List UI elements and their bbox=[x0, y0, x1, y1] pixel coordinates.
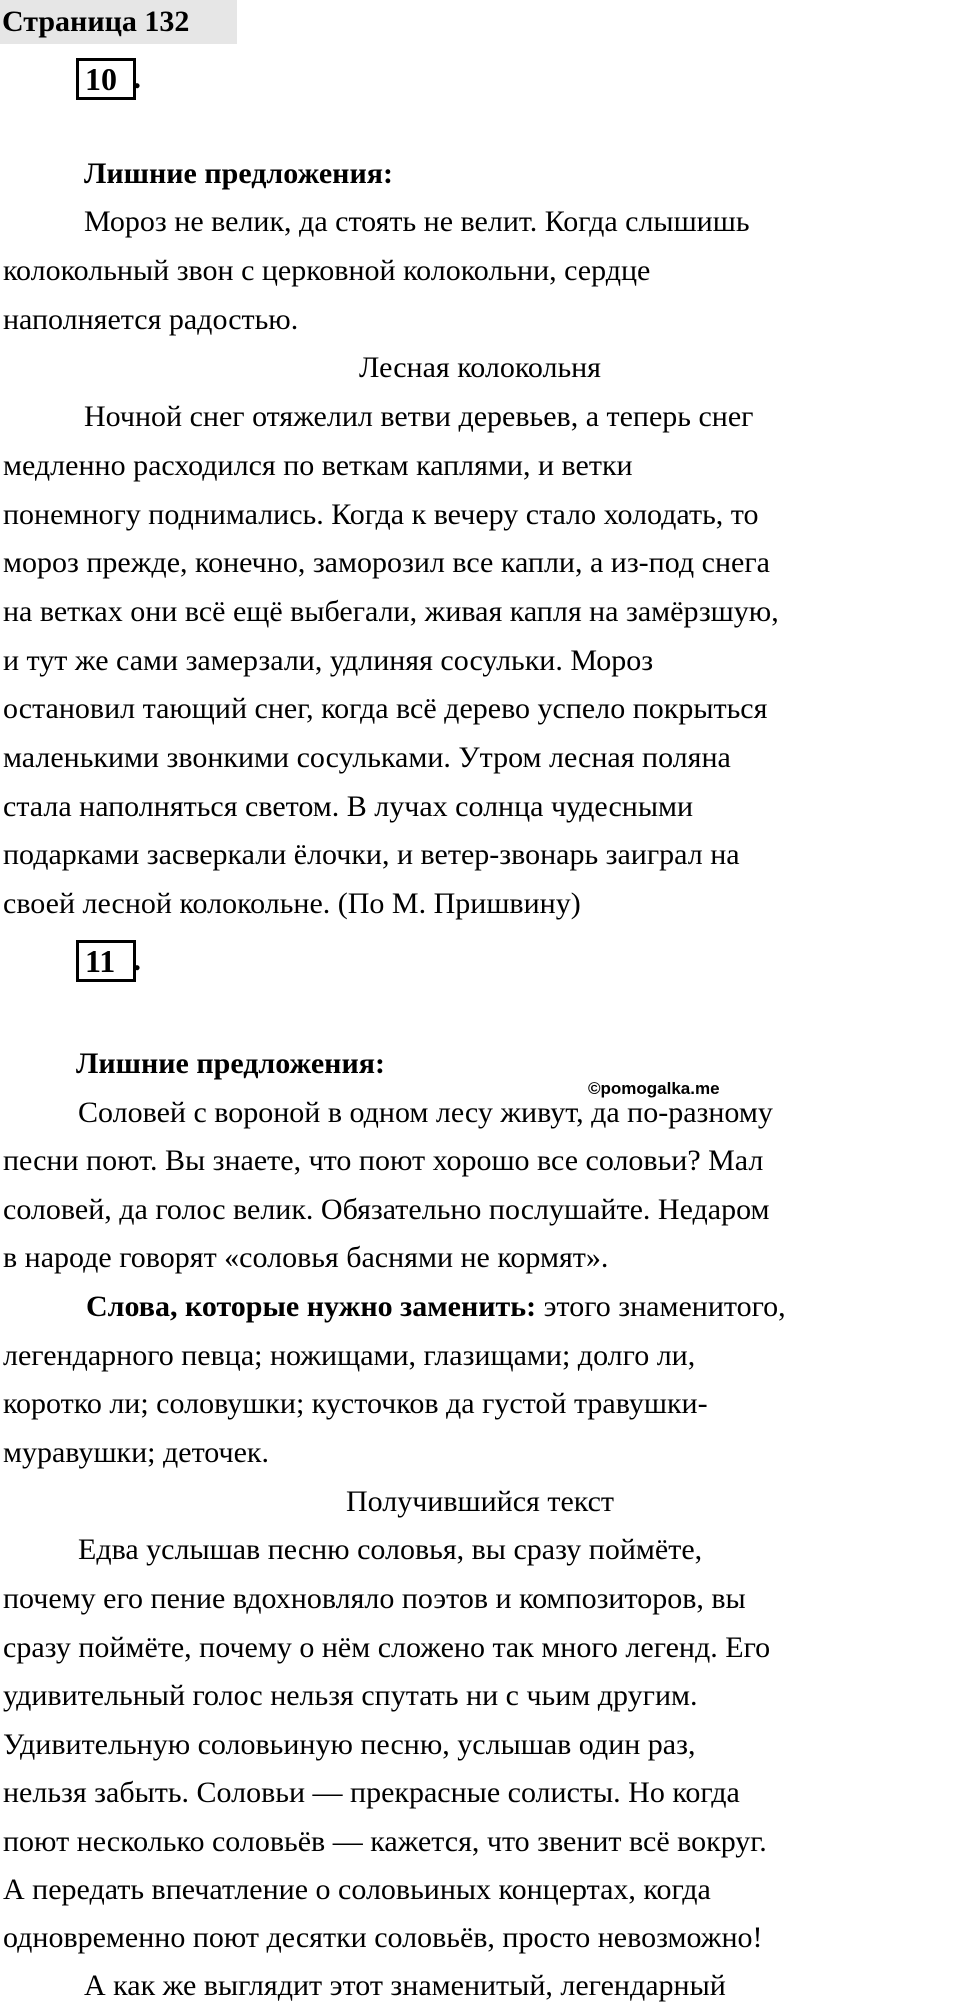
task-11-heading: Лишние предложения: bbox=[76, 1047, 385, 1080]
task-10-number-box: 10 bbox=[76, 58, 136, 100]
replace-words-paragraph bbox=[86, 1287, 786, 1327]
replace-words-first: этого знаменитого, bbox=[536, 1290, 786, 1323]
task-11-line: соловей, да голос велик. Обязательно послушайте. Недаром bbox=[3, 1193, 770, 1226]
task-10-dot: . bbox=[133, 59, 141, 95]
result-line: Удивительную соловьиную песню, услышав один раз, bbox=[3, 1728, 696, 1761]
result-title: Получившийся текст bbox=[345, 1485, 615, 1518]
site-watermark: ©pomogalka.me bbox=[588, 1079, 720, 1098]
story-line: маленькими звонкими сосульками. Утром лесная поляна bbox=[3, 741, 731, 774]
task-11-number-box: 11 bbox=[76, 940, 136, 982]
result-line: нельзя забыть. Соловьи — прекрасные солисты. Но когда bbox=[3, 1776, 740, 1809]
task-11-line: Соловей с вороной в одном лесу живут, да по-разному bbox=[78, 1096, 773, 1129]
result-line: поют несколько соловьёв — кажется, что звенит всё вокруг. bbox=[3, 1825, 767, 1858]
replace-words-line: коротко ли; соловушки; кусточков да густой травушки- bbox=[3, 1387, 708, 1420]
story-line: понемногу поднимались. Когда к вечеру стало холодать, то bbox=[3, 498, 759, 531]
task-10-line: наполняется радостью. bbox=[3, 303, 299, 336]
result-line: почему его пение вдохновляло поэтов и композиторов, вы bbox=[3, 1582, 746, 1615]
result-line: удивительный голос нельзя спутать ни с чьим другим. bbox=[3, 1679, 698, 1712]
story-line: на ветках они всё ещё выбегали, живая капля на замёрзшую, bbox=[3, 595, 779, 628]
story-line: медленно расходился по веткам каплями, и ветки bbox=[3, 449, 633, 482]
replace-words-line: муравушки; деточек. bbox=[3, 1436, 270, 1469]
task-10-line: колокольный звон с церковной колокольни, сердце bbox=[3, 254, 651, 287]
story-title: Лесная колокольня bbox=[359, 351, 601, 384]
result-line: А как же выглядит этот знаменитый, легендарный bbox=[84, 1969, 726, 2002]
replace-words-label: Слова, которые нужно заменить: bbox=[86, 1290, 537, 1323]
result-line: одновременно поют десятки соловьёв, просто невозможно! bbox=[3, 1921, 763, 1954]
result-line: Едва услышав песню соловья, вы сразу поймёте, bbox=[78, 1533, 703, 1566]
story-line: и тут же сами замерзали, удлиняя сосульки. Мороз bbox=[3, 644, 654, 677]
story-line: стала наполняться светом. В лучах солнца чудесными bbox=[3, 790, 694, 823]
story-line: Ночной снег отяжелил ветви деревьев, а теперь снег bbox=[84, 400, 754, 433]
task-11-dot: . bbox=[133, 941, 141, 977]
replace-words-line: легендарного певца; ножищами, глазищами; долго ли, bbox=[3, 1339, 696, 1372]
story-line: подарками засверкали ёлочки, и ветер-звонарь заиграл на bbox=[3, 838, 740, 871]
task-11-line: в народе говорят «соловья баснями не кормят». bbox=[3, 1241, 609, 1274]
story-line: остановил тающий снег, когда всё дерево успело покрыться bbox=[3, 692, 768, 725]
result-line: сразу поймёте, почему о нём сложено так много легенд. Его bbox=[3, 1631, 771, 1664]
result-line: А передать впечатление о соловьиных концертах, когда bbox=[3, 1873, 711, 1906]
task-10-line: Мороз не велик, да стоять не велит. Когда слышишь bbox=[84, 205, 750, 238]
task-10-heading: Лишние предложения: bbox=[84, 157, 393, 190]
story-line: своей лесной колокольне. (По М. Пришвину) bbox=[3, 887, 581, 920]
story-line: мороз прежде, конечно, заморозил все капли, а из-под снега bbox=[3, 546, 770, 579]
task-11-line: песни поют. Вы знаете, что поют хорошо все соловьи? Мал bbox=[3, 1144, 764, 1177]
page-number-header: Страница 132 bbox=[0, 0, 237, 44]
